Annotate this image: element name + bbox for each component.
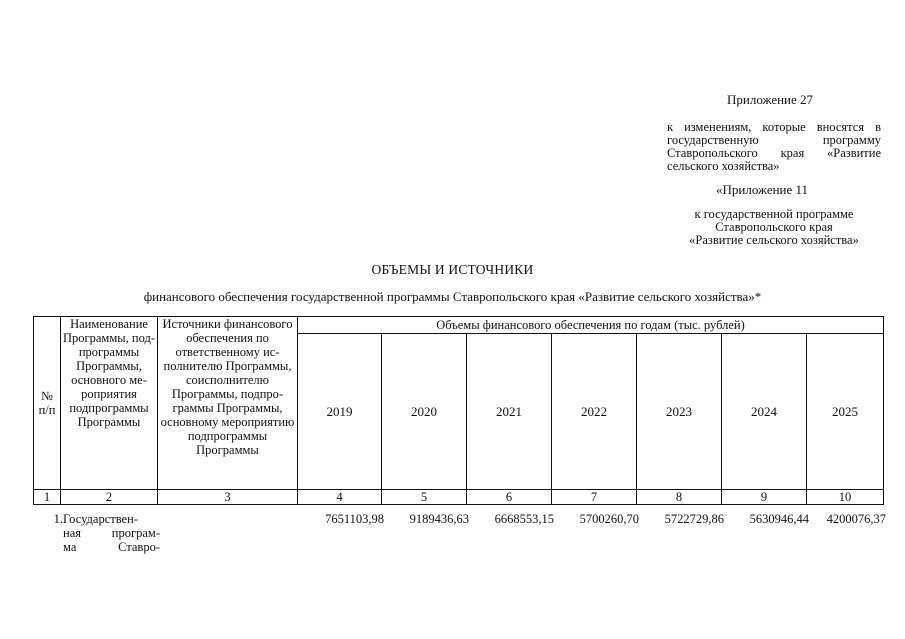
header-funding-source: Источники финансового обеспечения по ответственному исполнителю Программы, соисполнителю Программы, подпрограммы Программы, основному мероприятию подпрограммы Программы [158,317,298,490]
header-year-2023: 2023 [637,334,722,490]
header-year-2022: 2022 [552,334,637,490]
column-number: 1 [34,490,61,505]
column-number: 6 [467,490,552,505]
previous-appendix-title: «Приложение 11 [716,182,809,197]
header-year-2020: 2020 [382,334,467,490]
header-funding-by-year: Объемы финансового обеспечения по годам (тыс. рублей) [298,317,884,334]
row-value-2024: 5630946,44 [749,512,809,526]
column-number: 9 [722,490,807,505]
column-number: 5 [382,490,467,505]
row-value-2020: 9189436,63 [409,512,469,526]
prev-note-line-2: Ставропольского края [715,220,833,234]
row-name-line: Государствен- [63,512,138,526]
document-subtitle: финансового обеспечения государственной программы Ставропольского края «Развитие сельского хозяйства»* [143,289,762,304]
header-number: № п/п [34,317,61,490]
row-value-2025: 4200076,37 [826,512,886,526]
funding-data-rows [33,512,886,554]
column-numbers-row [34,490,884,505]
header-year-2021: 2021 [467,334,552,490]
header-year-2019: 2019 [298,334,382,490]
header-year-2024: 2024 [722,334,807,490]
header-program-name: Наименование Программы, подпрограммы Программы, основного мероприятия подпрограммы Программы [61,317,158,490]
row-funding-source [160,512,300,554]
row-value-2023: 5722729,86 [664,512,724,526]
prev-note-line-3: «Развитие сельского хозяйства» [689,233,859,247]
table-row [33,512,886,554]
row-program-name [63,512,160,554]
previous-appendix-note [664,208,884,247]
column-number: 10 [807,490,884,505]
column-number: 8 [637,490,722,505]
funding-table [33,316,884,505]
row-value-2019: 7651103,98 [325,512,384,526]
column-number: 3 [158,490,298,505]
column-number: 7 [552,490,637,505]
header-year-2025: 2025 [807,334,884,490]
document-title: ОБЪЕМЫ И ИСТОЧНИКИ [371,262,534,277]
row-name-line: ная програм- [63,526,160,540]
row-name-line: ма Ставро- [63,540,160,554]
row-value-2021: 6668553,15 [494,512,554,526]
column-number: 2 [61,490,158,505]
prev-note-line-1: к государственной программе [694,207,854,221]
appendix-note: к изменениям, которые вносятся в государственную программу Ставропольского края «Развитие сельского хозяйства» [667,120,881,173]
column-number: 4 [298,490,382,505]
row-number: 1. [53,512,63,526]
row-value-2022: 5700260,70 [579,512,639,526]
appendix-title: Приложение 27 [727,92,814,107]
